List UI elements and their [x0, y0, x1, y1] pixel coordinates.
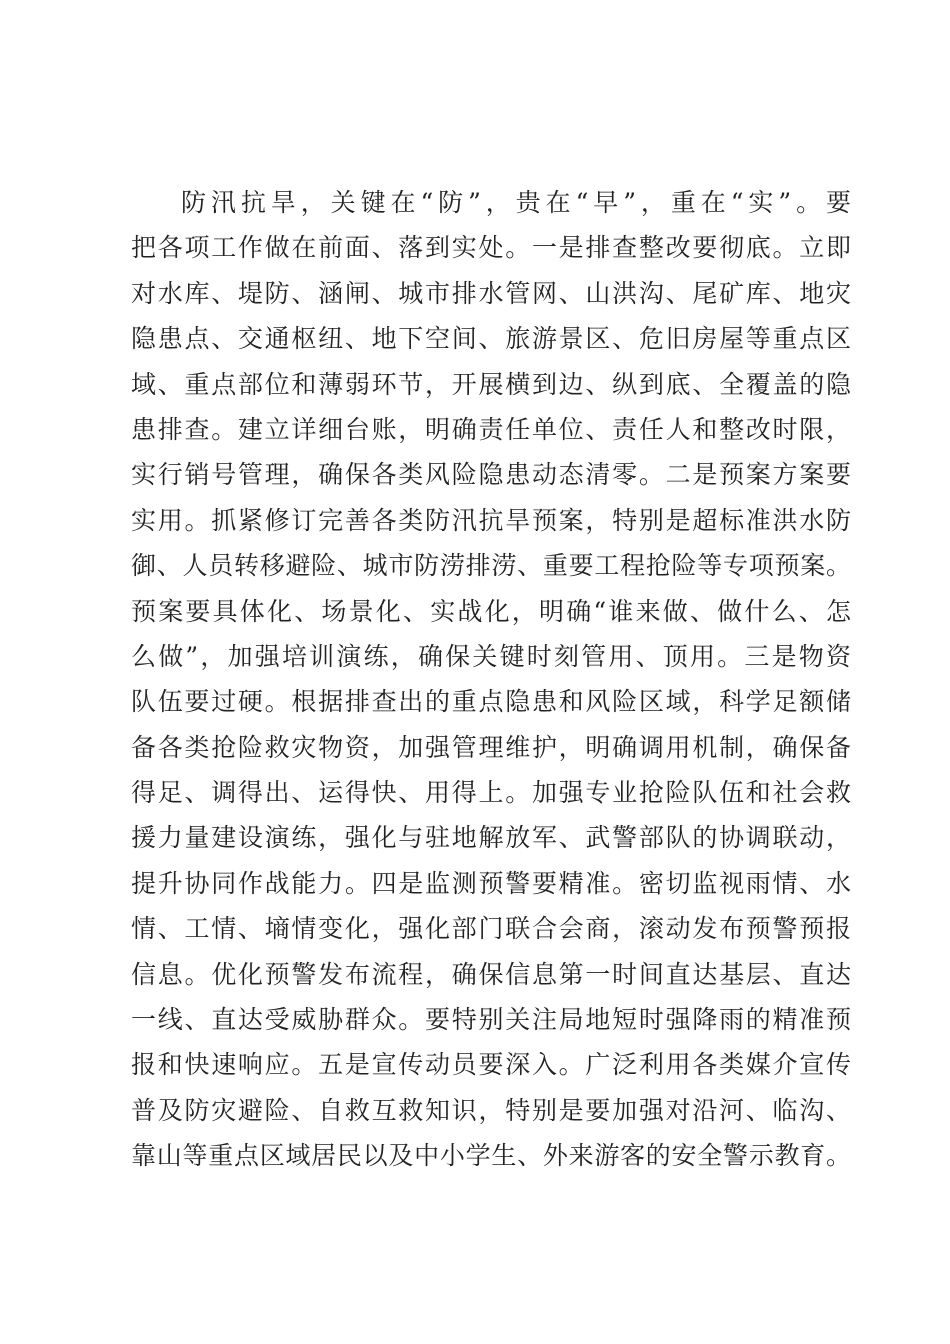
text-line: 把各项工作做在前面、落到实处。一是排查整改要彻底。立即 [131, 233, 851, 263]
text-line: 对水库、堤防、涵闸、城市排水管网、山洪沟、尾矿库、地灾 [131, 278, 851, 308]
text-line: 么做”，加强培训演练，确保关键时刻管用、顶用。三是物资 [131, 641, 851, 671]
text-line: 情、工情、墒情变化，强化部门联合会商，滚动发布预警预报 [131, 914, 851, 944]
text-line: 靠山等重点区域居民以及中小学生、外来游客的安全警示教育。 [131, 1141, 851, 1171]
text-line: 普及防灾避险、自救互救知识，特别是要加强对沿河、临沟、 [131, 1095, 851, 1125]
text-line: 患排查。建立详细台账，明确责任单位、责任人和整改时限， [131, 414, 851, 444]
text-line: 援力量建设演练，强化与驻地解放军、武警部队的协调联动， [131, 823, 851, 853]
text-line: 信息。优化预警发布流程，确保信息第一时间直达基层、直达 [131, 959, 851, 989]
text-line: 得足、调得出、运得快、用得上。加强专业抢险队伍和社会救 [131, 778, 851, 808]
text-line: 备各类抢险救灾物资，加强管理维护，明确调用机制，确保备 [131, 732, 851, 762]
text-line: 队伍要过硬。根据排查出的重点隐患和风险区域，科学足额储 [131, 687, 851, 717]
text-line: 实用。抓紧修订完善各类防汛抗旱预案，特别是超标准洪水防 [131, 505, 851, 535]
text-line: 实行销号管理，确保各类风险隐患动态清零。二是预案方案要 [131, 460, 851, 490]
text-line: 域、重点部位和薄弱环节，开展横到边、纵到底、全覆盖的隐 [131, 369, 851, 399]
text-line: 隐患点、交通枢纽、地下空间、旅游景区、危旧房屋等重点区 [131, 324, 851, 354]
text-line: 报和快速响应。五是宣传动员要深入。广泛利用各类媒介宣传 [131, 1050, 851, 1080]
text-line: 防汛抗旱，关键在“防”，贵在“早”，重在“实”。要 [181, 188, 851, 217]
body-paragraph [131, 180, 851, 1179]
text-line: 御、人员转移避险、城市防涝排涝、重要工程抢险等专项预案。 [131, 551, 851, 581]
text-line: 预案要具体化、场景化、实战化，明确“谁来做、做什么、怎 [131, 596, 851, 626]
text-line: 一线、直达受威胁群众。要特别关注局地短时强降雨的精准预 [131, 1005, 851, 1035]
text-line: 提升协同作战能力。四是监测预警要精准。密切监视雨情、水 [131, 868, 851, 898]
